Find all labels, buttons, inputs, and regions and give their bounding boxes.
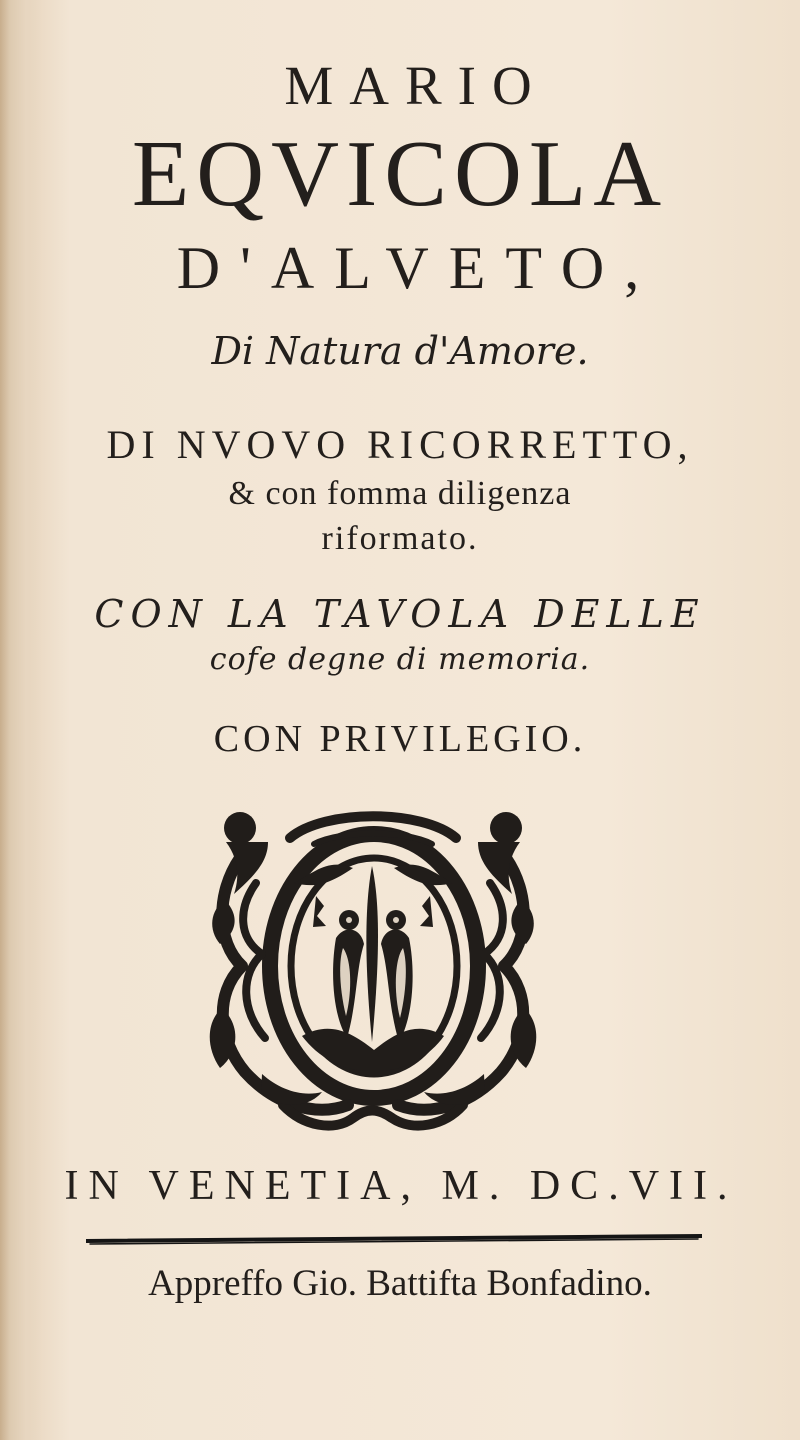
author-first-name: MARIO (284, 55, 548, 116)
imprint-place: IN VENETIA, M. DC.VII. (64, 1163, 738, 1209)
page-edge-shadow (0, 0, 42, 1440)
author-origin: D'ALVETO, (176, 235, 660, 301)
ornamental-woodcut-device-icon (198, 790, 548, 1138)
reformed-note: riformato. (321, 520, 479, 557)
divider-rule (86, 1228, 702, 1250)
privilege-note: CON PRIVILEGIO. (213, 718, 587, 760)
author-last-name: EQVICOLA (131, 122, 669, 226)
care-note: & con fomma diligenza (228, 475, 572, 512)
memorable-note: cofe degne di memoria. (209, 642, 591, 677)
edition-note: DI NVOVO RICORRETTO, (106, 422, 694, 467)
printer-line: Appreffo Gio. Battifta Bonfadino. (148, 1263, 652, 1304)
index-note: CON LA TAVOLA DELLE (94, 592, 706, 636)
work-title: Di Natura d'Amore. (211, 329, 589, 373)
